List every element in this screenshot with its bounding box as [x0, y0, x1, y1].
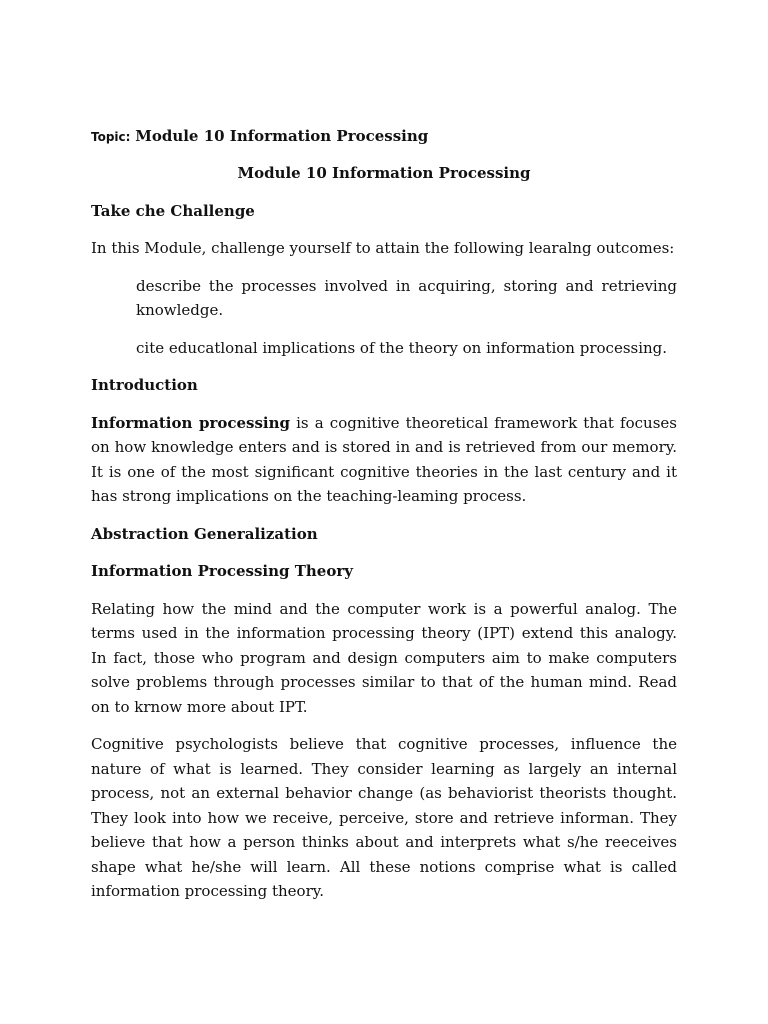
topic-label: Topic:	[91, 130, 131, 144]
introduction-term: Information processing	[91, 413, 291, 432]
outcome-item: cite educatlonal implications of the theory on information processing.	[136, 338, 668, 357]
topic-line	[91, 124, 677, 148]
introduction-heading: Introduction	[91, 376, 198, 394]
outcome-item: describe the processes involved in acquiring, storing and retrieving knowledge.	[136, 276, 677, 319]
challenge-heading: Take che Challenge	[91, 201, 255, 220]
document-page	[91, 124, 677, 917]
challenge-intro: In this Module, challenge yourself to attain the following learalng outcomes:	[91, 239, 675, 257]
ipt-heading: Information Processing Theory	[91, 562, 353, 580]
introduction-paragraph	[91, 411, 677, 509]
ipt-paragraph-2: Cognitive psychologists believe that cognitive processes, influence the nature of what is learned. They consider learning as largely an internal process, not an external behavior change (as behaviorist theorists thought. They look into how we receive, perceive, store and retrieve informan. They believe that how a person thinks about and interprets what s/he reeceives shape what he/she will learn. All these notions comprise what is called information processing theory.	[91, 735, 677, 900]
topic-value: Module 10 Information Processing	[135, 127, 429, 145]
ipt-paragraph-1: Relating how the mind and the computer work is a powerful analog. The terms used in the information processing theory (IPT) extend this analogy. In fact, those who program and design computers aim to make computers solve problems through processes similar to that of the human mind. Read on to krnow more about IPT.	[91, 599, 677, 716]
introduction-text: is a cognitive theoretical framework that focuses on how knowledge enters and is stored in and is retrieved from our memory. It is one of the most significant cognitive theories in the last century and it has strong implications on the teaching-leaming process.	[91, 413, 677, 505]
document-title: Module 10 Information Processing	[237, 164, 531, 182]
abstraction-heading: Abstraction Generalization	[91, 524, 318, 543]
